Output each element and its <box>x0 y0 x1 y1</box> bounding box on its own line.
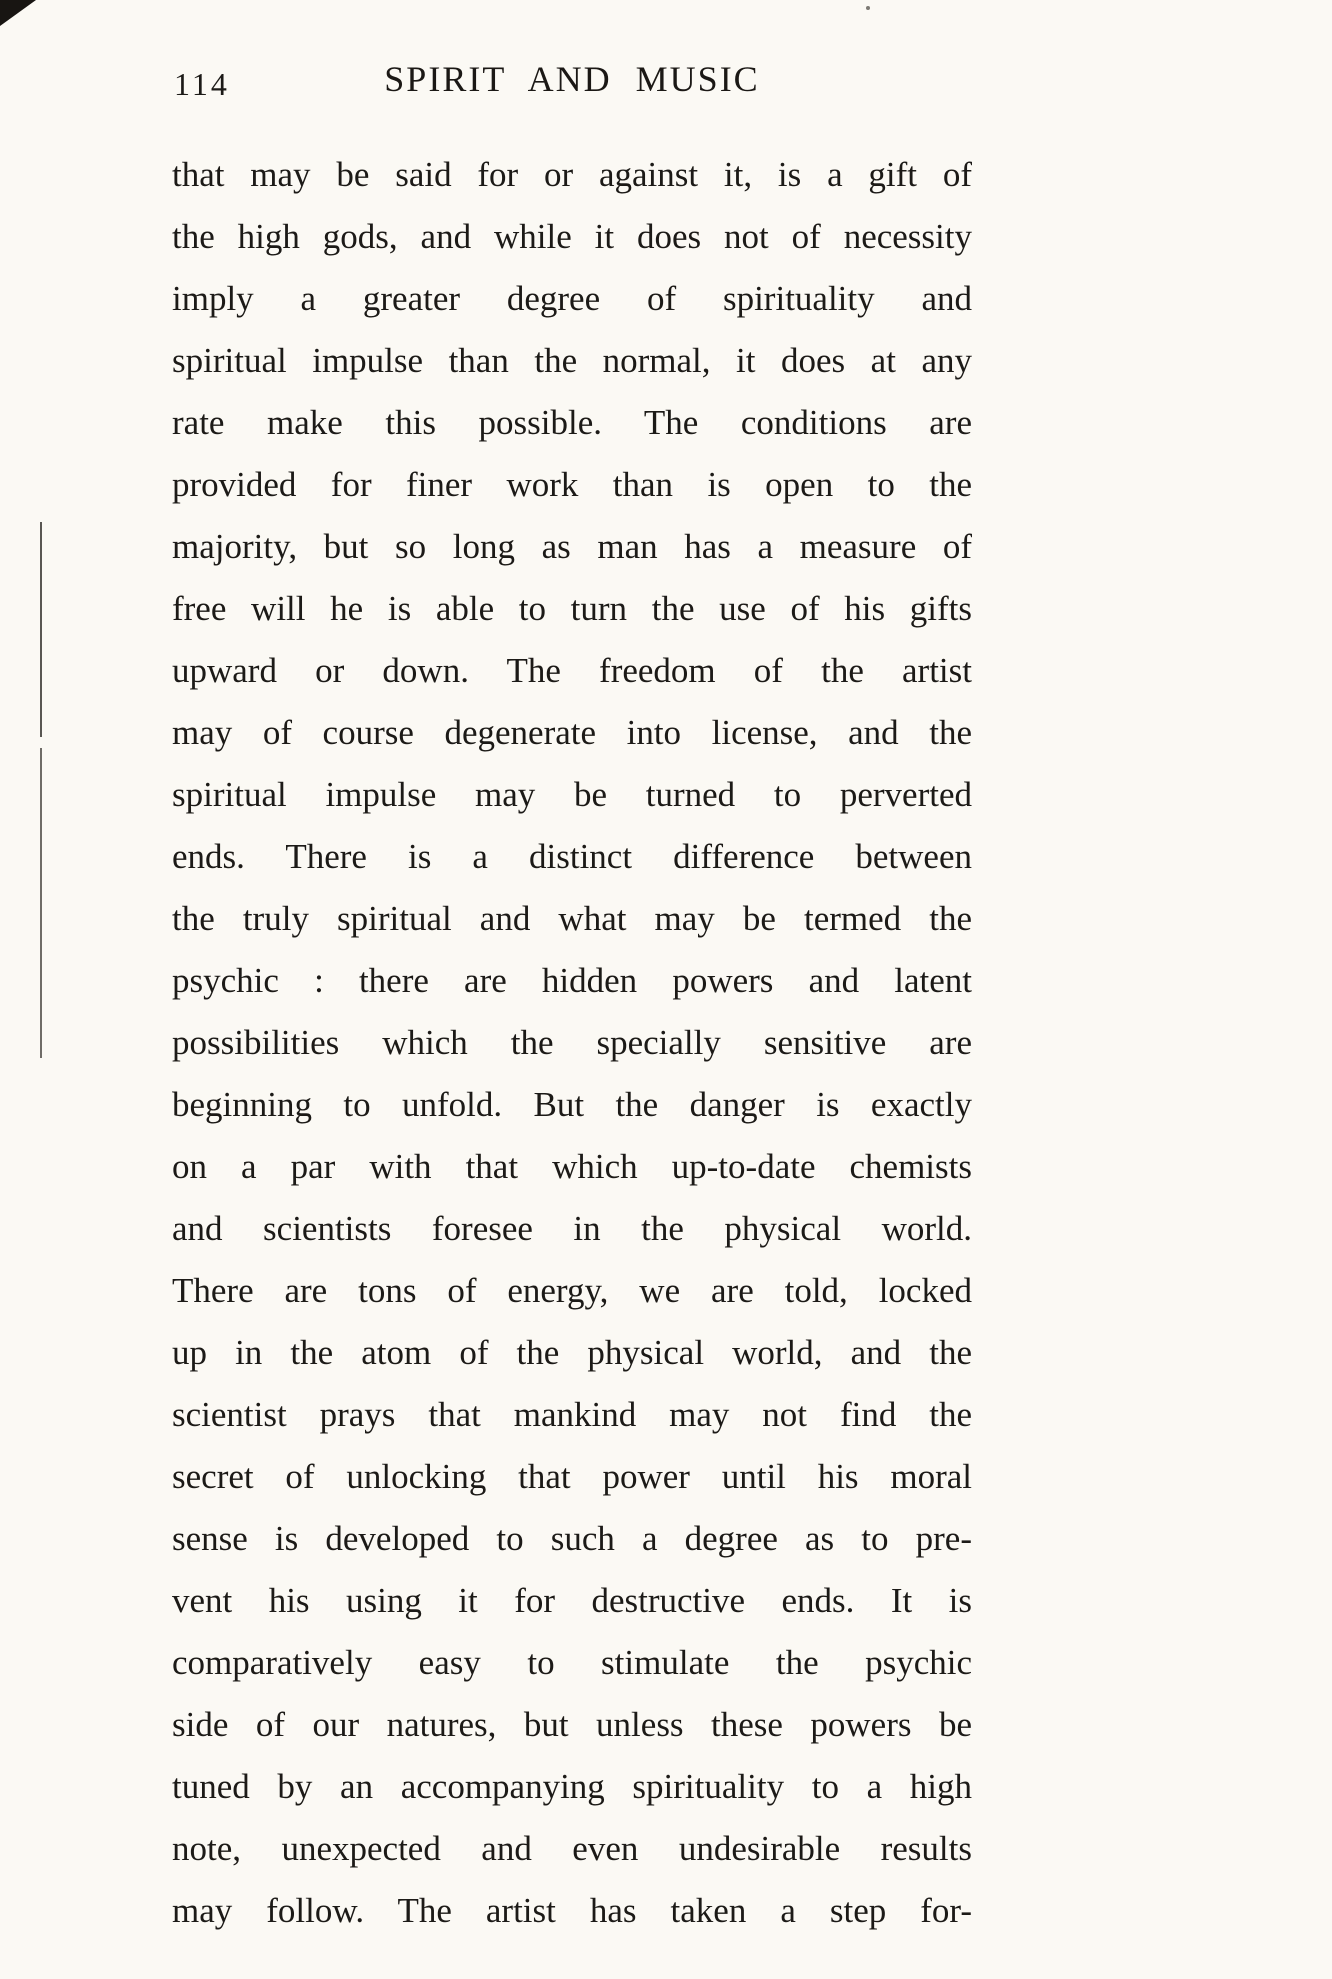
text-line: scientist prays that mankind may not find the <box>172 1395 972 1434</box>
running-title: SPIRIT AND MUSIC <box>384 59 760 99</box>
text-line: secret of unlocking that power until his moral <box>172 1457 972 1496</box>
text-line: rate make this possible. The conditions are <box>172 403 972 442</box>
scan-artifact-left-line-lower <box>40 748 42 1058</box>
text-line: comparatively easy to stimulate the psychic <box>172 1643 972 1682</box>
text-line: vent his using it for destructive ends. It is <box>172 1581 972 1620</box>
text-line: on a par with that which up-to-date chemists <box>172 1147 972 1186</box>
text-line: ends. There is a distinct difference between <box>172 837 972 876</box>
text-line: psychic : there are hidden powers and latent <box>172 961 972 1000</box>
text-line: sense is developed to such a degree as to pre- <box>172 1519 972 1558</box>
text-line: tuned by an accompanying spirituality to a high <box>172 1767 972 1806</box>
text-line: possibilities which the specially sensitive are <box>172 1023 972 1062</box>
scan-artifact-corner-edge <box>0 0 14 6</box>
scan-artifact-left-line-upper <box>40 522 42 737</box>
text-line: spiritual impulse than the normal, it does at any <box>172 341 972 380</box>
text-line: free will he is able to turn the use of his gifts <box>172 589 972 628</box>
text-line: imply a greater degree of spirituality and <box>172 279 972 318</box>
page-header <box>172 58 972 110</box>
text-line: the truly spiritual and what may be termed the <box>172 899 972 938</box>
text-line: majority, but so long as man has a measure of <box>172 527 972 566</box>
text-line: up in the atom of the physical world, and the <box>172 1333 972 1372</box>
text-line: that may be said for or against it, is a gift of <box>172 155 972 194</box>
text-line: beginning to unfold. But the danger is exactly <box>172 1085 972 1124</box>
text-line: may of course degenerate into license, and the <box>172 713 972 752</box>
text-line: the high gods, and while it does not of necessity <box>172 217 972 256</box>
text-line: side of our natures, but unless these powers be <box>172 1705 972 1744</box>
page-content <box>172 58 972 1942</box>
body-text <box>172 144 972 1942</box>
page-number: 114 <box>174 66 230 102</box>
text-line: upward or down. The freedom of the artist <box>172 651 972 690</box>
text-line: There are tons of energy, we are told, locked <box>172 1271 972 1310</box>
text-line: spiritual impulse may be turned to perverted <box>172 775 972 814</box>
text-line: note, unexpected and even undesirable results <box>172 1829 972 1868</box>
text-line: provided for finer work than is open to the <box>172 465 972 504</box>
text-line: and scientists foresee in the physical world. <box>172 1209 972 1248</box>
text-line: may follow. The artist has taken a step for- <box>172 1891 972 1930</box>
scan-artifact-speck <box>866 6 870 10</box>
